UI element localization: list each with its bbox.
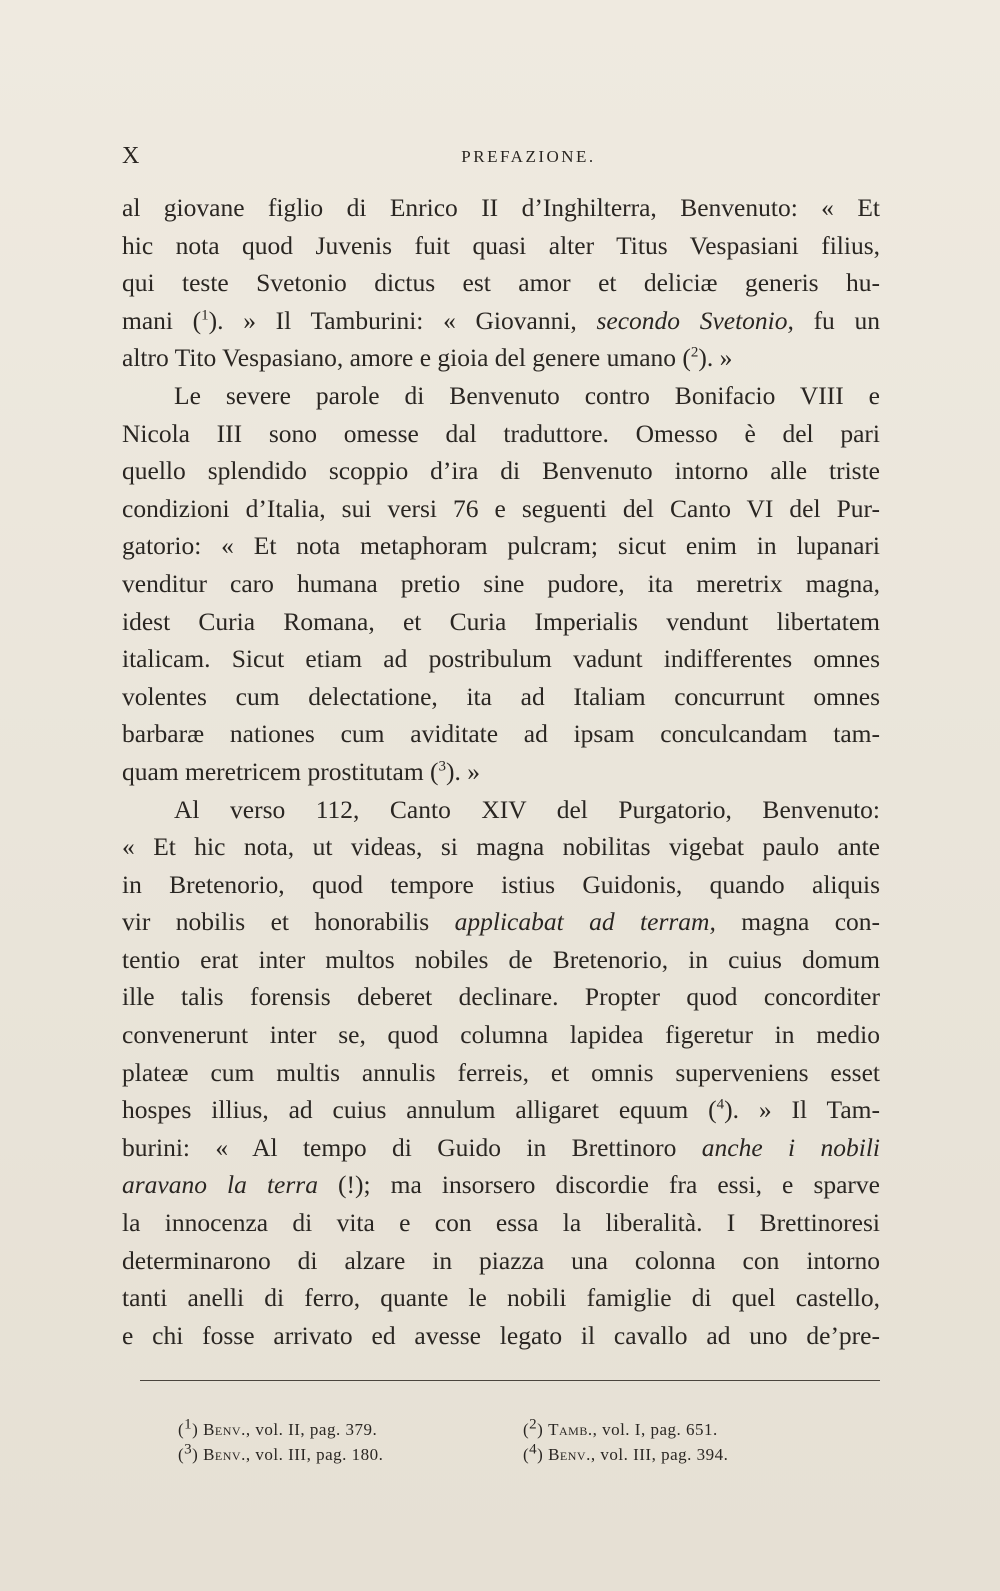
text-segment: gatorio: « Et nota metaphoram pulcram; sicut enim in lupanari: [122, 531, 880, 561]
text-line: [122, 903, 880, 941]
footnote-marker: 3: [438, 758, 447, 775]
text-segment: hic nota quod Juvenis fuit quasi alter Titus Vespasiani filius,: [122, 230, 880, 260]
text-segment: Al verso 112, Canto XIV del Purgatorio, Benvenuto:: [174, 794, 880, 824]
text-segment: secondo Svetonio,: [596, 305, 794, 335]
text-line: [122, 377, 880, 415]
text-segment: plateæ cum multis annulis ferreis, et omnis superveniens esset: [122, 1057, 880, 1087]
text-segment: applicabat ad terram,: [454, 907, 716, 937]
text-line: [122, 302, 880, 340]
text-segment: (!); ma insorsero discordie fra essi, e sparve: [317, 1170, 880, 1200]
footnote-marker: 2: [690, 344, 699, 361]
footnote: ($^4$) Benv., vol. III, pag. 394.: [523, 1441, 729, 1464]
text-line: [122, 978, 880, 1016]
text-segment: convenerunt inter se, quod columna lapidea figeretur in medio: [122, 1020, 880, 1050]
text-line: [122, 866, 880, 904]
text-line: [122, 1317, 880, 1355]
text-segment: determinarono di alzare in piazza una colonna con intorno: [122, 1245, 880, 1275]
text-line: [122, 415, 880, 453]
footnote: ($^2$) Tamb., vol. I, pag. 651.: [523, 1416, 718, 1439]
text-segment: mani (: [122, 305, 202, 335]
text-segment: idest Curia Romana, et Curia Imperialis vendunt libertatem: [122, 606, 880, 636]
text-segment: aravano la terra: [122, 1170, 318, 1200]
text-segment: ille talis forensis deberet declinare. Propter quod concorditer: [122, 982, 880, 1012]
text-line: [122, 1054, 880, 1092]
text-line: [122, 339, 880, 377]
text-segment: volentes cum delectatione, ita ad Italiam concurrunt omnes: [122, 681, 880, 711]
text-line: [122, 1016, 880, 1054]
text-segment: venditur caro humana pretio sine pudore, ita meretrix magna,: [122, 568, 880, 598]
text-line: [122, 527, 880, 565]
footnote: ($^1$) Benv., vol. II, pag. 379.: [178, 1416, 378, 1439]
text-segment: tentio erat inter multos nobiles de Bretenorio, in cuius domum: [122, 944, 880, 974]
text-line: [122, 227, 880, 265]
text-segment: ). »: [446, 756, 481, 786]
text-segment: hospes illius, ad cuius annulum alligaret equum (: [122, 1095, 717, 1125]
text-line: [122, 189, 880, 227]
text-line: [122, 264, 880, 302]
text-line: [122, 941, 880, 979]
text-line: [122, 565, 880, 603]
text-segment: italicam. Sicut etiam ad postribulum vadunt indifferentes omnes: [122, 644, 880, 674]
text-segment: tanti anelli di ferro, quante le nobili famiglie di quel castello,: [122, 1283, 880, 1313]
text-line: [122, 1279, 880, 1317]
text-line: [122, 715, 880, 753]
text-segment: « Et hic nota, ut videas, si magna nobilitas vigebat paulo ante: [122, 832, 880, 862]
text-segment: Nicola III sono omesse dal traduttore. Omesso è del pari: [122, 418, 880, 448]
footnote-marker: 4: [716, 1096, 725, 1113]
text-line: [122, 1129, 880, 1167]
text-line: [122, 603, 880, 641]
text-segment: al giovane figlio di Enrico II d’Inghilterra, Benvenuto: « Et: [122, 193, 880, 222]
text-segment: anche i nobili: [701, 1132, 880, 1162]
footnotes: [178, 1417, 878, 1467]
footnote-marker: 1: [201, 307, 209, 324]
text-segment: burini: « Al tempo di Guido in Brettinoro: [122, 1132, 702, 1162]
footnote: ($^3$) Benv., vol. III, pag. 180.: [178, 1441, 384, 1464]
text-segment: quam meretricem prostitutam (: [122, 756, 439, 786]
text-segment: magna con-: [715, 907, 880, 937]
text-segment: ). » Il Tam-: [724, 1095, 880, 1125]
text-line: [122, 828, 880, 866]
text-line: [122, 1242, 880, 1280]
running-head: PREFAZIONE.: [461, 147, 596, 166]
text-segment: ). »: [698, 343, 733, 373]
text-line: [122, 678, 880, 716]
text-line: [122, 640, 880, 678]
text-segment: altro Tito Vespasiano, amore e gioia del genere umano (: [122, 343, 691, 373]
body-text: [122, 189, 880, 1354]
page-header: [122, 143, 880, 173]
text-segment: e chi fosse arrivato ed avesse legato il cavallo ad uno de’pre-: [122, 1320, 880, 1350]
text-line: [122, 791, 880, 829]
text-line: [122, 1091, 880, 1129]
text-segment: in Bretenorio, quod tempore istius Guidonis, quando aliquis: [122, 869, 880, 899]
text-segment: condizioni d’Italia, sui versi 76 e seguenti del Canto VI del Pur-: [122, 493, 880, 523]
text-line: [122, 490, 880, 528]
text-line: [122, 452, 880, 490]
text-segment: quello splendido scoppio d’ira di Benvenuto intorno alle triste: [122, 456, 880, 486]
text-line: [122, 753, 880, 791]
text-segment: la innocenza di vita e con essa la liberalità. I Brettinoresi: [122, 1208, 880, 1238]
text-segment: ). » Il Tamburini: « Giovanni,: [208, 305, 597, 335]
text-segment: barbaræ nationes cum aviditate ad ipsam conculcandam tam-: [122, 719, 880, 749]
text-line: [122, 1204, 880, 1242]
text-line: [122, 1166, 880, 1204]
text-segment: fu un: [793, 305, 880, 335]
footnote-rule: [140, 1380, 880, 1381]
text-segment: Le severe parole di Benvenuto contro Bonifacio VIII e: [174, 380, 880, 410]
page-number: X: [122, 143, 141, 169]
text-segment: qui teste Svetonio dictus est amor et deliciæ generis hu-: [122, 268, 880, 298]
text-segment: vir nobilis et honorabilis: [122, 907, 455, 937]
